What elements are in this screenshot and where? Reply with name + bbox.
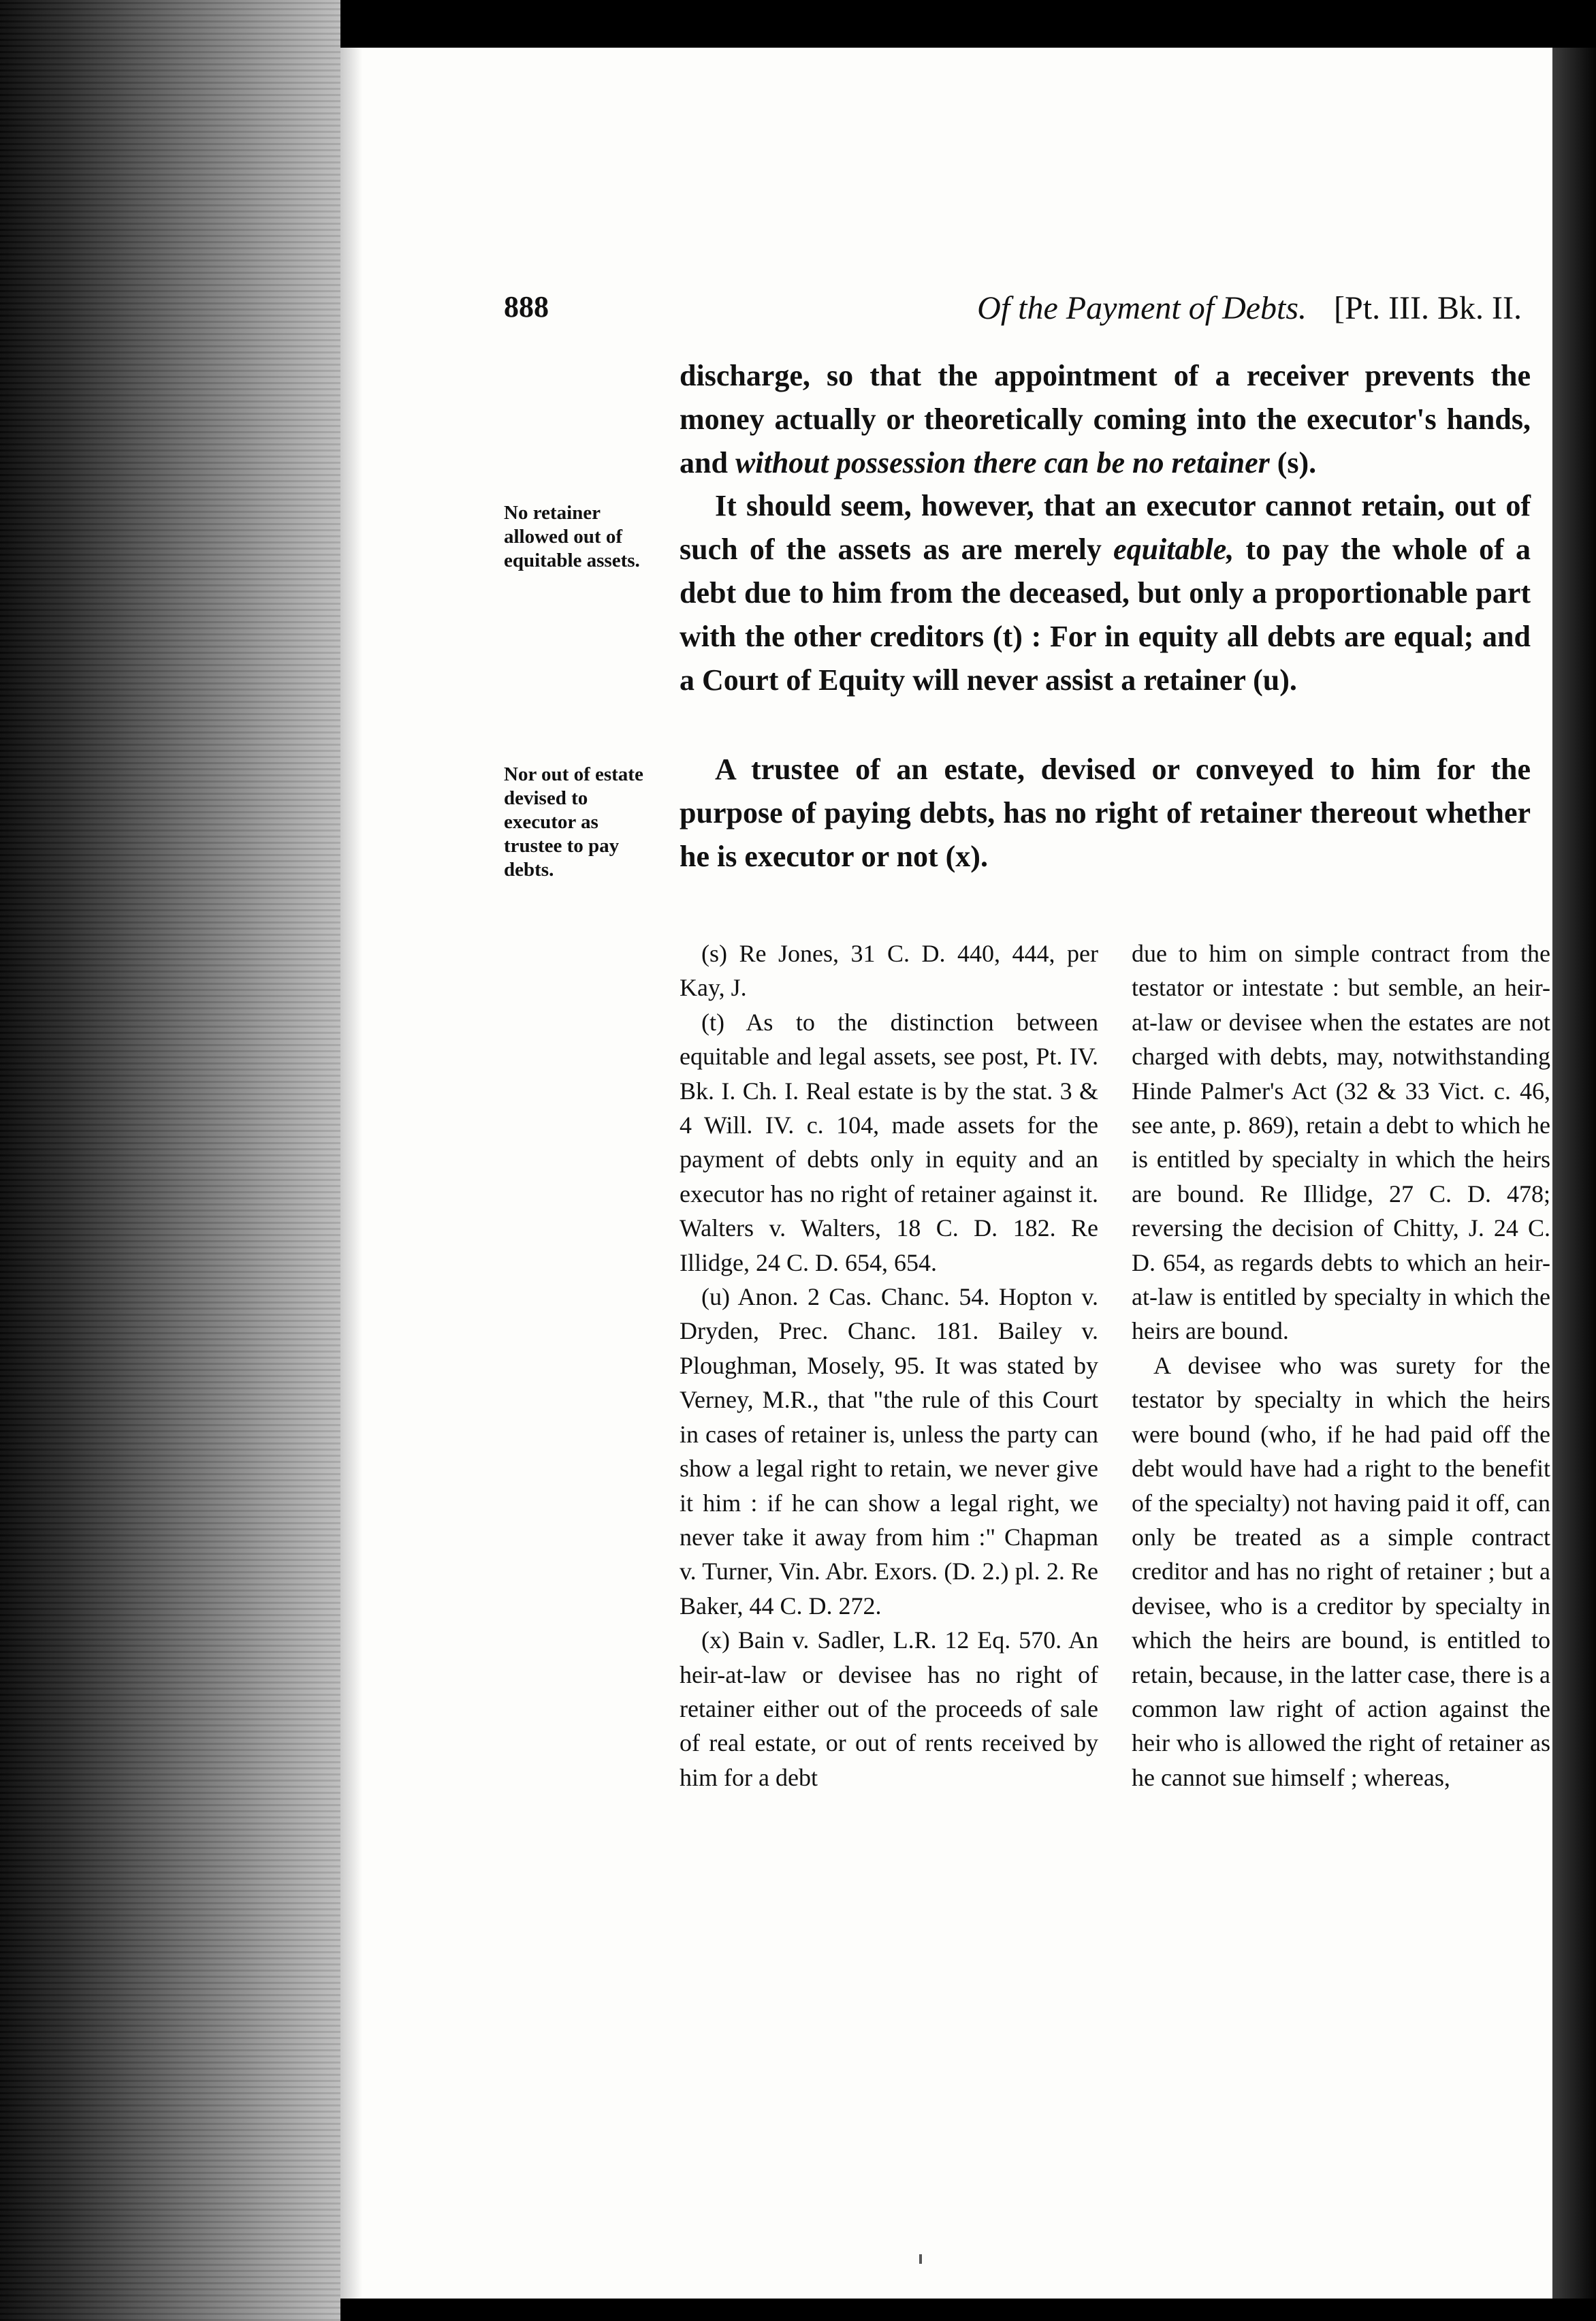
book-binding-shadow bbox=[0, 0, 340, 2321]
footnote-devisee-surety: A devisee who was surety for the testator by specialty in which the heirs were bound (who, if he had paid off the debt would have had a right to the benefit of the specialty) not having paid it off, can only be treated as a simple contract creditor and has no right of retainer ; but a devisee, who is a creditor by specialty in which the heirs are bound, is entitled to retain, because, in the latter case, there is a common law right of action against the heir who is allowed the right of retainer as he cannot sue himself ; whereas, bbox=[1132, 1351, 1550, 1791]
footnotes-left-column bbox=[680, 936, 1098, 1795]
footnote-s: (s) Re Jones, 31 C. D. 440, 444, per Kay, J. bbox=[680, 940, 1098, 1002]
body-paragraph-1: discharge, so that the appointment of a receiver prevents the money actually or theoretically coming into the executor's hands, and without possession there can be no retainer (s). bbox=[680, 359, 1531, 479]
body-paragraph-2: It should seem, however, that an executor cannot retain, out of such of the assets as are merely equitable, to pay the whole of a debt due to him from the deceased, but only a proportionable part with the other creditors (t) : For in equity all debts are equal; and a Court of Equity will never assist a retainer (u). bbox=[680, 489, 1531, 697]
part-reference: [Pt. III. Bk. II. bbox=[1334, 290, 1522, 326]
running-head bbox=[977, 289, 1522, 327]
footnote-u: (u) Anon. 2 Cas. Chanc. 54. Hopton v. Dryden, Prec. Chanc. 181. Bailey v. Ploughman, Mosely, 95. It was stated by Verney, M.R., that "the rule of this Court in cases of retainer is, unless the party can show a legal right to retain, we never give it him : if he can show a legal right, we never take it away from him :" Chapman v. Turner, Vin. Abr. Exors. (D. 2.) pl. 2. Re Baker, 44 C. D. 272. bbox=[680, 1283, 1098, 1620]
page-number: 888 bbox=[504, 290, 549, 323]
print-speck bbox=[919, 2254, 922, 2264]
footnote-x: (x) Bain v. Sadler, L.R. 12 Eq. 570. An heir-at-law or devisee has no right of retainer either out of the proceeds of sale of real estate, or out of rents received by him for a debt bbox=[680, 1626, 1098, 1791]
marginal-note-equitable-assets: No retainer allowed out of equitable assets. bbox=[504, 502, 640, 571]
page-header bbox=[504, 289, 1522, 337]
footnote-t: (t) As to the distinction between equitable and legal assets, see post, Pt. IV. Bk. I. Ch. I. Real estate is by the stat. 3 & 4 Will. IV. c. 104, made assets for the payment of debts only in equity and an executor has no right of retainer against it. Walters v. Walters, 18 C. D. 182. Re Illidge, 24 C. D. 654, 654. bbox=[680, 1008, 1098, 1276]
marginal-note-trustee: Nor out of estate devised to executor as trustee to pay debts. bbox=[504, 763, 643, 881]
footnote-x-continued: due to him on simple contract from the testator or intestate : but semble, an heir-at-law or devisee when the estates are not charged with debts, may, notwithstanding Hinde Palmer's Act (32 & 33 Vict. c. 46, see ante, p. 869), retain a debt to which he is entitled by specialty in which the heirs are bound. Re Illidge, 27 C. D. 478; reversing the decision of Chitty, J. 24 C. D. 654, as regards debts to which an heir-at-law is entitled by specialty in which the heirs are bound. bbox=[1132, 940, 1550, 1345]
body-paragraph-3: A trustee of an estate, devised or conveyed to him for the purpose of paying debts, has no right of retainer thereout whether he is executor or not (x). bbox=[680, 753, 1531, 873]
footnotes-right-column bbox=[1132, 936, 1550, 1795]
running-title: Of the Payment of Debts. bbox=[977, 290, 1307, 326]
